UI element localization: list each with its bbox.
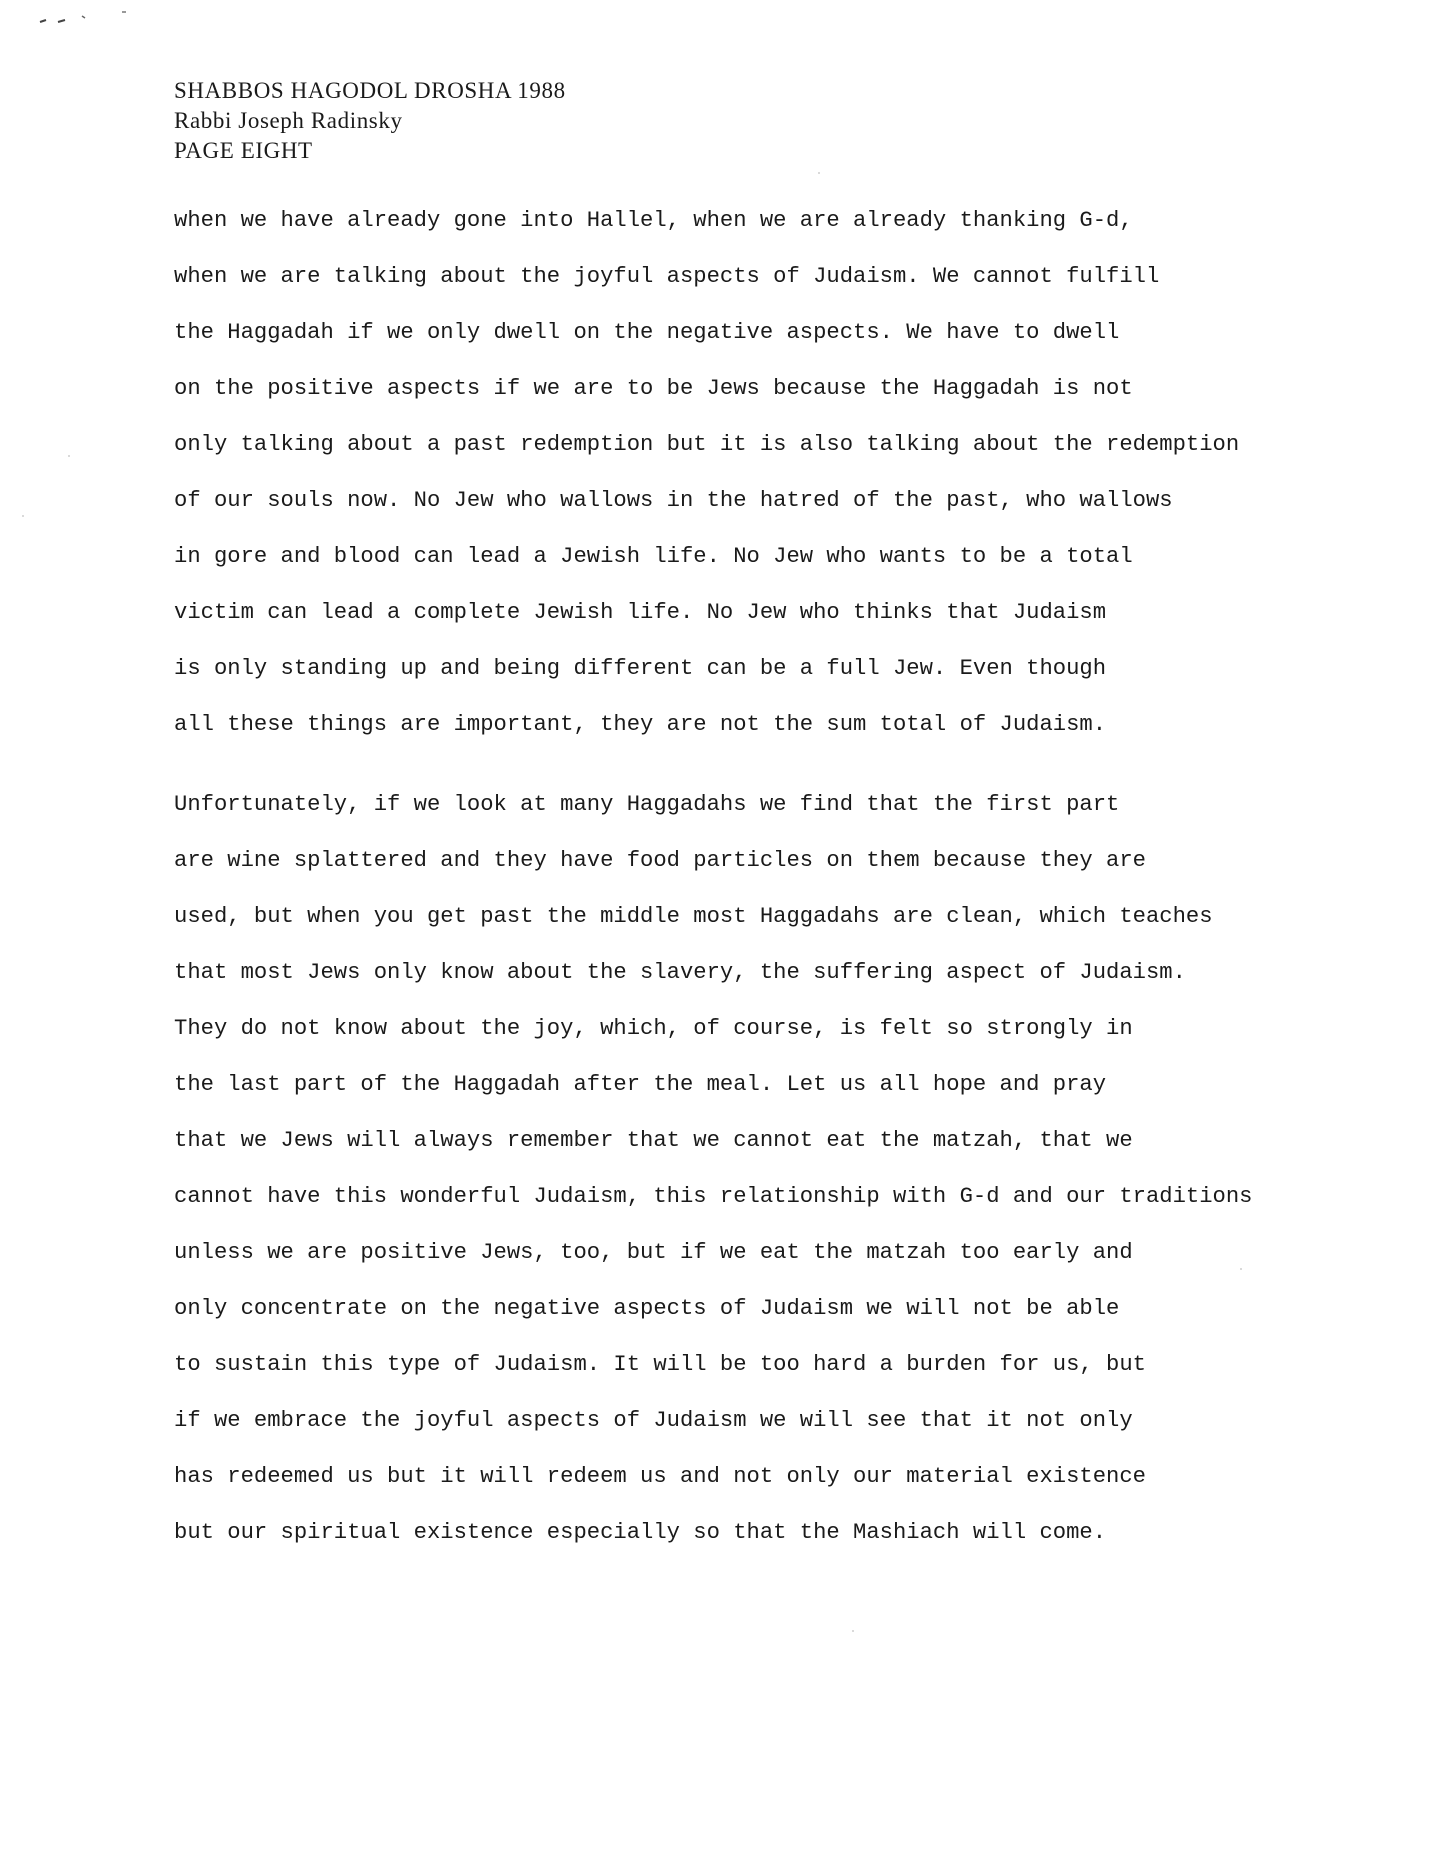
text-line: of our souls now. No Jew who wallows in the hatred of the past, who wallows — [174, 488, 1173, 513]
text-line: unless we are positive Jews, too, but if we eat the matzah too early and — [174, 1240, 1133, 1265]
text-line: only talking about a past redemption but it is also talking about the redemption — [174, 432, 1240, 457]
text-line: but our spiritual existence especially so that the Mashiach will come. — [174, 1520, 1107, 1545]
paragraph-1 — [174, 193, 1414, 753]
text-line: the Haggadah if we only dwell on the negative aspects. We have to dwell — [174, 320, 1120, 345]
text-line: if we embrace the joyful aspects of Judaism we will see that it not only — [174, 1408, 1133, 1433]
document-header — [174, 76, 1174, 166]
text-line: cannot have this wonderful Judaism, this relationship with G-d and our traditions — [174, 1184, 1253, 1209]
text-line: the last part of the Haggadah after the meal. Let us all hope and pray — [174, 1072, 1107, 1097]
text-line: to sustain this type of Judaism. It will be too hard a burden for us, but — [174, 1352, 1146, 1377]
text-line: are wine splattered and they have food particles on them because they are — [174, 848, 1146, 873]
paragraph-2 — [174, 777, 1414, 1561]
text-line: when we are talking about the joyful aspects of Judaism. We cannot fulfill — [174, 264, 1160, 289]
text-line: used, but when you get past the middle most Haggadahs are clean, which teaches — [174, 904, 1213, 929]
text-line: when we have already gone into Hallel, when we are already thanking G-d, — [174, 208, 1133, 233]
text-line: They do not know about the joy, which, of course, is felt so strongly in — [174, 1016, 1133, 1041]
text-line: all these things are important, they are not the sum total of Judaism. — [174, 712, 1107, 737]
scan-marks — [38, 8, 128, 28]
text-line: that most Jews only know about the slavery, the suffering aspect of Judaism. — [174, 960, 1186, 985]
header-page-label: PAGE EIGHT — [174, 138, 313, 163]
text-line: that we Jews will always remember that we cannot eat the matzah, that we — [174, 1128, 1133, 1153]
header-title: SHABBOS HAGODOL DROSHA 1988 — [174, 78, 566, 103]
text-line: Unfortunately, if we look at many Haggadahs we find that the first part — [174, 792, 1120, 817]
text-line: victim can lead a complete Jewish life. No Jew who thinks that Judaism — [174, 600, 1107, 625]
text-line: is only standing up and being different can be a full Jew. Even though — [174, 656, 1107, 681]
text-line: only concentrate on the negative aspects of Judaism we will not be able — [174, 1296, 1120, 1321]
header-author: Rabbi Joseph Radinsky — [174, 108, 403, 133]
text-line: in gore and blood can lead a Jewish life. No Jew who wants to be a total — [174, 544, 1133, 569]
text-line: has redeemed us but it will redeem us and not only our material existence — [174, 1464, 1146, 1489]
text-line: on the positive aspects if we are to be Jews because the Haggadah is not — [174, 376, 1133, 401]
